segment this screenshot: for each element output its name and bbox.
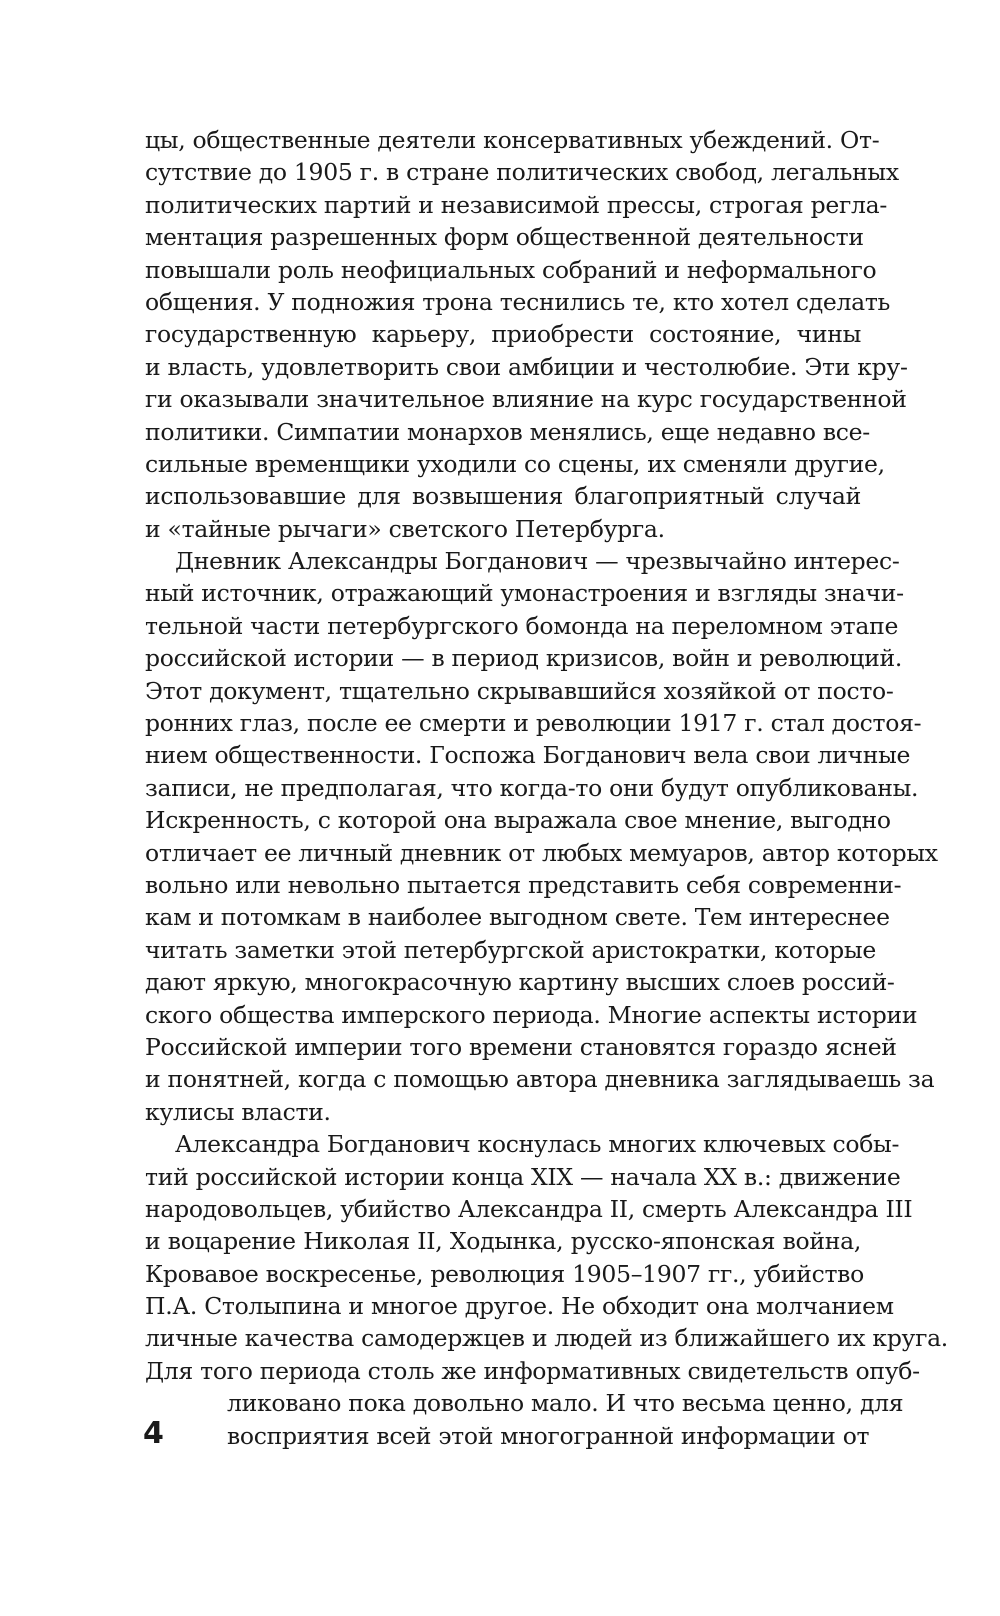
text-line: Искренность, с которой она выражала свое мнение, выгодно	[145, 806, 891, 835]
text-line: Российской империи того времени становятся гораздо ясней	[145, 1032, 897, 1061]
text-line: нием общественности. Госпожа Богданович вела свои личные	[145, 741, 911, 770]
text-line: сильные временщики уходили со сцены, их сменяли другие,	[145, 449, 885, 478]
text-line: политики. Симпатии монархов менялись, еще недавно все-	[145, 417, 870, 446]
text-line: кулисы власти.	[145, 1097, 331, 1126]
text-line: П.А. Столыпина и многое другое. Не обходит она молчанием	[145, 1292, 894, 1321]
text-line: народовольцев, убийство Александра II, смерть Александра III	[145, 1194, 913, 1223]
text-line: ный источник, отражающий умонастроения и взгляды значи-	[145, 579, 904, 608]
text-line: общения. У подножия трона теснились те, кто хотел сделать	[145, 287, 891, 316]
text-line: использовавшие для возвышения благоприятный случай	[145, 482, 861, 511]
text-line: цы, общественные деятели консервативных убеждений. От-	[145, 126, 880, 154]
text-line: российской истории — в период кризисов, войн и революций.	[145, 644, 903, 673]
text-line: ликовано пока довольно мало. И что весьма ценно, для	[227, 1389, 904, 1418]
text-line: тельной части петербургского бомонда на переломном этапе	[145, 611, 899, 640]
text-line: вольно или невольно пытается представить себя современни-	[145, 870, 902, 899]
page-number: 4	[143, 1416, 164, 1451]
text-line: ментация разрешенных форм общественной деятельности	[145, 223, 864, 252]
text-line: личные качества самодержцев и людей из ближайшего их круга.	[145, 1324, 948, 1353]
text-line: и воцарение Николая II, Ходынка, русско-японская война,	[145, 1227, 861, 1256]
text-line: дают яркую, многокрасочную картину высших слоев россий-	[145, 968, 895, 997]
text-line: Для того периода столь же информативных свидетельств опуб-	[145, 1356, 920, 1385]
text-line: и власть, удовлетворить свои амбиции и честолюбие. Эти кру-	[145, 352, 908, 381]
text-line: и понятней, когда с помощью автора дневника заглядываешь за	[145, 1065, 935, 1094]
text-line: и «тайные рычаги» светского Петербурга.	[145, 514, 665, 543]
text-line: тий российской истории конца XIX — начала XX в.: движение	[145, 1162, 901, 1191]
text-line: Этот документ, тщательно скрывавшийся хозяйкой от посто-	[145, 676, 894, 705]
text-line: Кровавое воскресенье, революция 1905–1907 гг., убийство	[145, 1259, 864, 1288]
text-line: Александра Богданович коснулась многих ключевых собы-	[175, 1130, 900, 1159]
text-line: кам и потомкам в наиболее выгодном свете. Тем интереснее	[145, 903, 890, 932]
text-line: государственную карьеру, приобрести состояние, чины	[145, 320, 861, 349]
text-line: ронних глаз, после ее смерти и революции 1917 г. стал достоя-	[145, 709, 922, 738]
text-line: сутствие до 1905 г. в стране политических свобод, легальных	[145, 158, 899, 187]
text-line: читать заметки этой петербургской аристократки, которые	[145, 935, 876, 964]
text-line: повышали роль неофициальных собраний и неформального	[145, 255, 877, 284]
page-text-body	[145, 124, 948, 1452]
text-line: восприятия всей этой многогранной информации от	[227, 1421, 870, 1450]
text-line: отличает ее личный дневник от любых мемуаров, автор которых	[145, 838, 938, 867]
text-line: ского общества имперского периода. Многие аспекты истории	[145, 1000, 918, 1029]
text-line: Дневник Александры Богданович — чрезвычайно интерес-	[175, 547, 900, 576]
text-line: ги оказывали значительное влияние на курс государственной	[145, 385, 907, 414]
text-line: записи, не предполагая, что когда-то они будут опубликованы.	[145, 773, 919, 802]
text-line: политических партий и независимой прессы, строгая регла-	[145, 190, 887, 219]
